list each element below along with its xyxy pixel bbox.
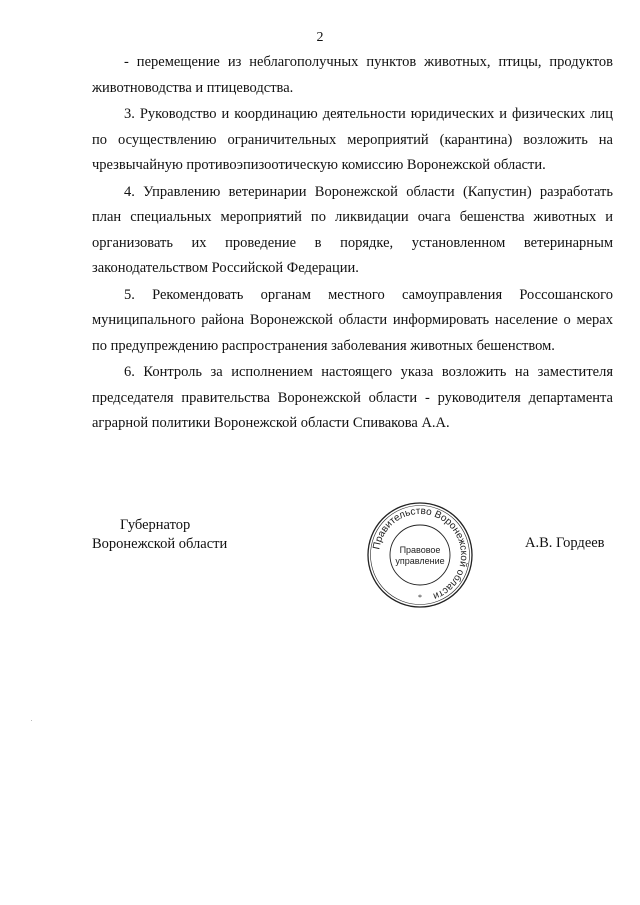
paragraph-6-control: 6. Контроль за исполнением настоящего указа возложить на заместителя председателя правительства Воронежской области - руководителя департамента аграрной политики Воронежской области Спивакова А.А. xyxy=(92,364,613,431)
official-seal-stamp xyxy=(365,500,475,610)
seal-center-line-1: Правовое xyxy=(399,545,441,555)
signatory-name: А.В. Гордеев xyxy=(525,535,605,551)
scan-artifact-dot xyxy=(31,720,32,721)
seal-star-icon: * xyxy=(418,593,422,602)
paragraph-3-coordination: 3. Руководство и координацию деятельности юридических и физических лиц по осуществлению ограничительных мероприятий (карантина) возложить на чрезвычайную противоэпизоотическую комиссию Воронежской области. xyxy=(92,106,613,173)
signature-title-line-1: Губернатор xyxy=(120,517,191,533)
page-number: 2 xyxy=(316,30,324,45)
seal-inner-ring xyxy=(390,525,450,585)
seal-center-line-2: управление xyxy=(395,556,445,566)
seal-outer-ring xyxy=(368,503,472,607)
paragraph-4-veterinary-plan: 4. Управлению ветеринарии Воронежской области (Капустин) разработать план специальных мероприятий по ликвидации очага бешенства животных и организовать их проведение в порядке, установленном ветеринарным законодательством Российской Федерации. xyxy=(92,183,613,276)
paragraph-5-inform-population: 5. Рекомендовать органам местного самоуправления Россошанского муниципального района Воронежской области информировать население о мерах по предупреждению распространения заболевания животных бешенством. xyxy=(92,286,613,354)
signature-title xyxy=(92,516,227,554)
document-body xyxy=(92,50,613,438)
seal-ring-text: Правительство Воронежской области xyxy=(371,505,470,602)
paragraph-movement-ban: - перемещение из неблагополучных пунктов животных, птицы, продуктов животноводства и птицеводства. xyxy=(92,54,613,96)
signature-title-line-2: Воронежской области xyxy=(92,536,228,552)
